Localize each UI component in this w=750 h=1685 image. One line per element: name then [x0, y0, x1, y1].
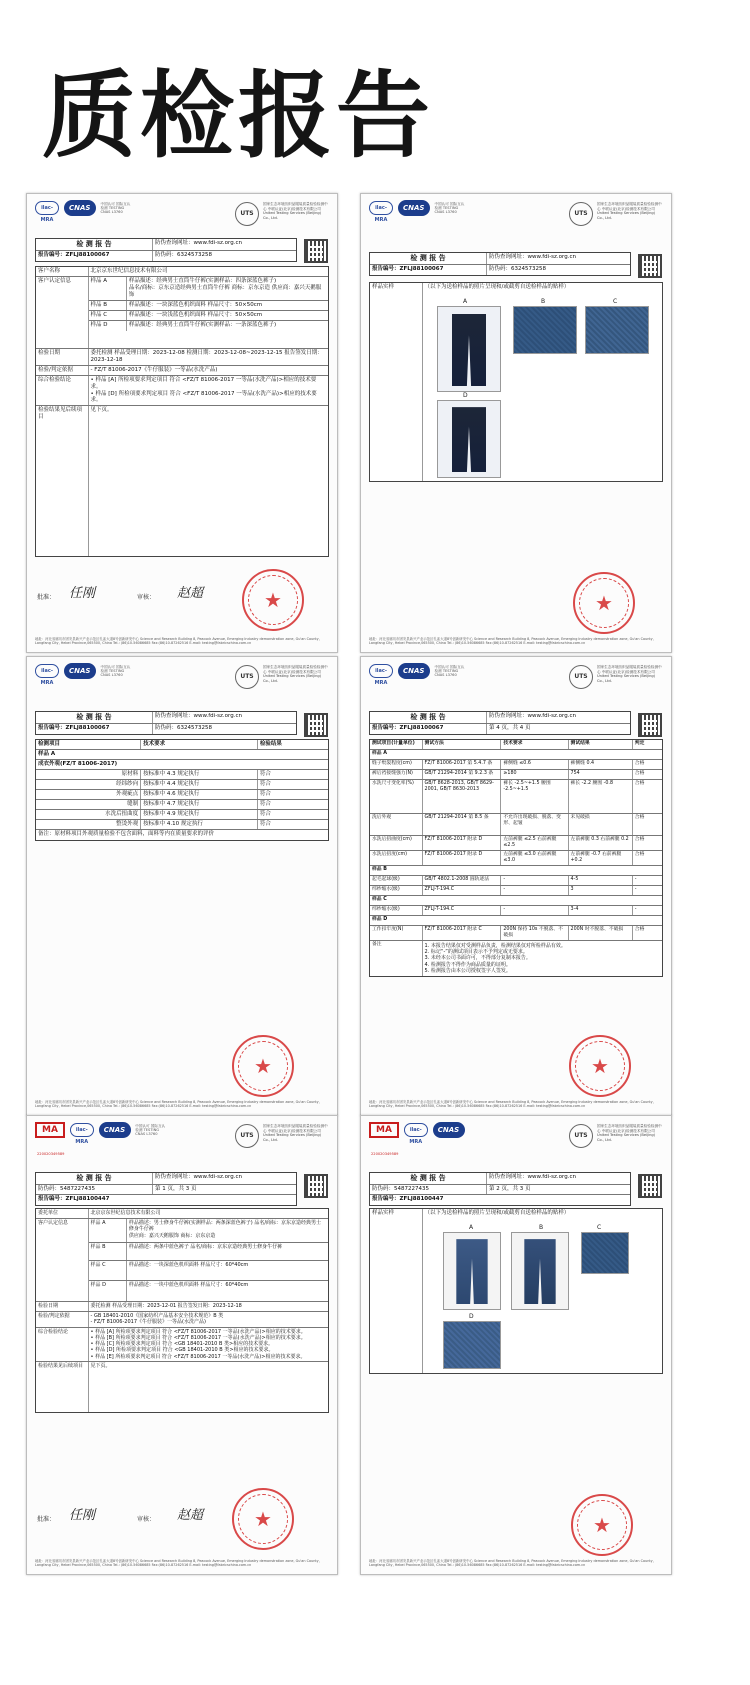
- cell: 合格: [634, 761, 645, 766]
- photo-label: 样品实样: [370, 283, 423, 481]
- section-header: 样品 A: [372, 751, 387, 756]
- testing-mark: 中国认可 国际互认 检测 TESTING CNAS L3760: [434, 664, 465, 678]
- photo-label-c: C: [613, 298, 618, 305]
- approver-label: 批准：: [37, 594, 56, 601]
- sample-c-label: 样品 C: [89, 311, 127, 320]
- org-name: 国家生态环境纺织品服装质量检验检测中心 中联认证(北京)检测技术有限公司 United Testing Services (Beijing) Co., Ltd.: [597, 202, 662, 221]
- cell: GB/T 4802.1-2008 圆轨迹法: [423, 876, 502, 885]
- item-requirement: 按标准中 4.6 规定执行: [141, 790, 258, 799]
- results-table: [35, 739, 329, 841]
- cell: -: [634, 906, 637, 912]
- remark-value: 见下页。: [90, 1362, 111, 1369]
- ma-logo: MA: [35, 1122, 65, 1138]
- cell: 工作扣牢度(N): [370, 926, 423, 940]
- conclusion-line: • 样品 [D] 所检项要求判定项目 符合 <GB 18401-2010 B 类>相应的技术要求。: [90, 1347, 274, 1354]
- item-result: 符合: [259, 821, 271, 827]
- jeans-photo-d: [437, 400, 501, 478]
- photo-label-b: B: [539, 1224, 544, 1231]
- star-icon: ★: [254, 1054, 272, 1078]
- hotline: 防伪查询网址：www.fdi-sz.org.cn: [489, 1174, 576, 1180]
- report-heading: 检 测 报 告: [36, 1173, 153, 1184]
- remark-label: 检验结果见后续项目: [36, 1362, 89, 1412]
- testing-mark: 中国认可 国际互认 检测 TESTING CNAS L3760: [434, 201, 465, 215]
- basis-label: 检验/判定依据: [36, 366, 89, 375]
- cell: 3: [569, 886, 633, 895]
- uts-logo: UTS: [569, 202, 593, 226]
- sample-a-desc: 样品描述：男士修身牛仔裤(实测样品：两条深蓝色裤子) 品名/商标：京东京造经典男士修身牛仔裤: [128, 1220, 322, 1233]
- conclusion-line: • 样品 [A] 所检项要求判定项目 符合 <FZ/T 81006-2017 一等品(水洗产品)>相应的技术要求。: [90, 376, 317, 390]
- sample-a-desc: 样品描述：经典男士直筒牛仔裤(实测样品：四条深蓝色裤子): [128, 278, 277, 284]
- table-row: [370, 780, 662, 814]
- cell: -: [501, 906, 568, 915]
- report-page-4: [360, 656, 672, 1116]
- uts-logo: UTS: [235, 665, 259, 689]
- report-page-1: [26, 193, 338, 653]
- report-title-table: [369, 1172, 631, 1206]
- cell: -: [634, 886, 637, 892]
- testing-mark: 中国认可 国际互认 检测 TESTING CNAS L3760: [100, 201, 131, 215]
- remark-line: 2. 标记“-”的测试项目表示不予判定或无要求。: [424, 949, 528, 956]
- test-date-label: 检验日期: [36, 1302, 89, 1311]
- cell: FZ/T 81006-2017 附录 C: [423, 926, 502, 940]
- cell: 200N 时不脱落、不破损: [569, 926, 633, 940]
- conclusion-line: • 样品 [E] 所检项要求判定项目 符合 <FZ/T 81006-2017 一等品(水洗产品)>相应的技术要求。: [90, 1353, 306, 1360]
- item-name: 整烫外观: [36, 820, 141, 829]
- cell: 裤侧缝 ≤0.6: [501, 760, 568, 769]
- official-seal: [569, 1035, 631, 1097]
- cell: 754: [569, 770, 633, 779]
- cell: 200N 保持 10s 不脱落、不破损: [501, 926, 568, 940]
- cell: GB/T 8628-2013, GB/T 8629-2001, GB/T 8630-2013: [423, 780, 502, 813]
- cell: 水洗后扭曲度(cm): [370, 836, 423, 850]
- qr-code-icon: [304, 713, 328, 737]
- item-name: 原材料: [36, 770, 141, 779]
- cell: 裤侧缝 0.4: [569, 760, 633, 769]
- table-row: [370, 876, 662, 886]
- table-row: [36, 820, 328, 830]
- client-value: 北京京东世纪信息技术有限公司: [90, 268, 168, 274]
- table-row: [36, 790, 328, 800]
- org-name: 国家生态环境纺织品服装质量检验检测中心 中联认证(北京)检测技术有限公司 United Testing Services (Beijing) Co., Ltd.: [263, 665, 328, 684]
- conclusion-label: 综合检验结论: [36, 1328, 89, 1361]
- conclusion-line: • 样品 [C] 所检项要求判定项目 符合 <GB 18401-2010 B 类>相应的技术要求。: [90, 1341, 274, 1347]
- fabric-swatch-c: [581, 1232, 629, 1274]
- photo-label-c: C: [597, 1224, 602, 1231]
- section-header: 样品 D: [372, 916, 388, 922]
- cell: 水洗尺寸变化率(%): [370, 780, 423, 813]
- cell: 缝子纰裂程度(cm): [370, 760, 423, 769]
- test-date-label: 检验日期: [36, 349, 89, 365]
- org-name: 国家生态环境纺织品服装质量检验检测中心 中联认证(北京)检测技术有限公司 United Testing Services (Beijing) Co., Ltd.: [597, 1124, 662, 1143]
- anti-fake-code: 防伪码：5487227435: [36, 1185, 153, 1194]
- report-header: [369, 1122, 663, 1156]
- sample-a-brand: 品名/商标：京东京造经典男士直筒牛仔裤 商标：京东京造 供应商：嘉兴天鹅服饰: [128, 284, 322, 298]
- jeans-photo-a: [437, 306, 501, 392]
- report-heading: 检 测 报 告: [36, 239, 153, 250]
- anti-fake-code: 防伪码：6324573258: [155, 251, 212, 258]
- ilac-logo: ilac-MRA: [35, 664, 59, 678]
- section-header: 样品 C: [372, 896, 387, 902]
- item-name: 经纬纱向: [36, 780, 141, 789]
- qr-code-icon: [638, 254, 662, 278]
- remark-line: 3. 未经本公司书面许可，不得部分复制本报告。: [424, 955, 531, 962]
- official-seal: [573, 572, 635, 634]
- client-value: 北京京东世纪信息技术有限公司: [90, 1210, 161, 1216]
- sample-b-label: 样品 B: [89, 301, 127, 310]
- table-row: [370, 836, 662, 851]
- report-heading: 检 测 报 告: [370, 253, 487, 264]
- hotline: 防伪查询网址：www.fdi-sz.org.cn: [489, 713, 576, 719]
- page-number: 第 1 页，共 3 页: [155, 1185, 197, 1192]
- report-page-5: [26, 1115, 338, 1575]
- cell: 纬纱缩水(级): [370, 906, 423, 915]
- report-header: [35, 1122, 329, 1156]
- hotline: 防伪查询网址：www.fdi-sz.org.cn: [489, 254, 576, 260]
- cell: 裤长 -2.2 腰围 -0.8: [569, 780, 633, 813]
- ilac-logo: ilac-MRA: [369, 664, 393, 678]
- cell: FZ/T 81006-2017 附录 D: [423, 851, 502, 865]
- cell: 合格: [634, 851, 645, 857]
- col-header: 检验结果: [259, 741, 282, 747]
- table-row: [36, 800, 328, 810]
- report-footer: 地址：河北省廊坊市固安县新兴产业示范区孔雀大道8号创新研发中心 Science and Research Building 8, Peacock Avenue, Emerging Industry demonstration zone, Gu'an County, Langfang City, Hebei Province,065500, China Tel.: (86)10-56086685 Fax:(86)10-87262516 E-mail: testing@fabricschina.com.cn: [35, 1099, 320, 1109]
- photo-label-d: D: [463, 392, 468, 399]
- jeans-image: [524, 1239, 555, 1304]
- fabric-swatch-d: [443, 1321, 501, 1369]
- anti-fake-code: 防伪码：6324573258: [489, 265, 546, 272]
- sample-d-desc: 样品描述：经典男士直筒牛仔裤(实测样品：一条深蓝色裤子): [128, 321, 277, 328]
- cnas-logo: CNAS: [64, 663, 96, 679]
- report-footer: 地址：河北省廊坊市固安县新兴产业示范区孔雀大道8号创新研发中心 Science and Research Building 8, Peacock Avenue, Emerging Industry demonstration zone, Gu'an County, Langfang City, Hebei Province,065500, China Tel.: (86)10-56086685 Fax:(86)10-87262516 E-mail: testing@fabricschina.com.cn: [35, 1558, 320, 1568]
- test-date-value: 委托检测 样品受理日期：2023-12-01 报告签发日期：2023-12-18: [90, 1303, 242, 1309]
- report-footer: 地址：河北省廊坊市固安县新兴产业示范区孔雀大道8号创新研发中心 Science and Research Building 8, Peacock Avenue, Emerging Industry demonstration zone, Gu'an County, Langfang City, Hebei Province,065500, China Tel.: (86)10-56086685 Fax:(86)10-87262516 E-mail: testing@fabricschina.com.cn: [369, 636, 654, 646]
- basis-line: - GB 18401-2010《国家纺织产品基本安全技术规范》B 类: [90, 1313, 224, 1319]
- cnas-logo: CNAS: [64, 200, 96, 216]
- qr-code-icon: [304, 1174, 328, 1198]
- cell: 左前裤腿 ≤2.5 右前裤腿 ≤2.5: [501, 836, 568, 850]
- col-header: 测试项目(计量单位): [370, 740, 423, 749]
- photo-note: （以下为送检样品的照片呈现和/或截剪自送检样品的贴样）: [424, 284, 570, 290]
- testing-mark: 中国认可 国际互认 检测 TESTING CNAS L3760: [135, 1123, 166, 1137]
- star-icon: ★: [593, 1513, 611, 1537]
- jeans-image: [452, 314, 487, 386]
- sample-a-label: 样品 A: [89, 277, 127, 300]
- cell: 纬纱缩水(级): [370, 886, 423, 895]
- cell: 未见破损: [569, 814, 633, 835]
- cell: GB/T 21294-2014 第 9.2.3 条: [423, 770, 502, 779]
- item-name: 水洗后扭曲度: [36, 810, 141, 819]
- reviewer-signature: 赵超: [177, 586, 204, 601]
- item-requirement: 按标准中 4.9 规定执行: [141, 810, 258, 819]
- cell: 4-5: [569, 876, 633, 885]
- report-page-6: [360, 1115, 672, 1575]
- report-header: [369, 663, 663, 697]
- uts-logo: UTS: [235, 202, 259, 226]
- reviewer-label: 审核：: [137, 1516, 156, 1523]
- cell: 左前裤腿 ≤3.0 右前裤腿 ≤3.0: [501, 851, 568, 865]
- ma-number: 220020349589: [37, 1152, 65, 1156]
- table-row: [36, 770, 328, 780]
- cell: 裤长 -2.5~+1.5 腰围 -2.5~+1.5: [501, 780, 568, 813]
- hotline: 防伪查询网址：www.fdi-sz.org.cn: [155, 240, 242, 246]
- table-row: [36, 810, 328, 820]
- sample-d-label: 样品 D: [89, 1281, 127, 1301]
- col-header: 测试方法: [423, 740, 502, 749]
- remark-value: 见下页。: [90, 407, 113, 414]
- item-result: 符合: [259, 801, 271, 807]
- report-number: 报告编号：ZFLJ88100067: [370, 265, 487, 275]
- col-header: 技术要求: [501, 740, 568, 749]
- org-name: 国家生态环境纺织品服装质量检验检测中心 中联认证(北京)检测技术有限公司 United Testing Services (Beijing) Co., Ltd.: [597, 665, 662, 684]
- cell: 合格: [634, 926, 645, 932]
- uts-logo: UTS: [569, 665, 593, 689]
- sample-c-desc: 样品描述：一块浅蓝色机织面料 样品尺寸：50×50cm: [128, 311, 263, 318]
- ilac-logo: ilac-MRA: [70, 1123, 94, 1137]
- reviewer-label: 审核：: [137, 594, 156, 601]
- report-number: 报告编号：ZFLJ88100447: [38, 1195, 110, 1202]
- photo-label-a: A: [469, 1224, 474, 1231]
- cnas-logo: CNAS: [398, 663, 430, 679]
- approver-signature: 任刚: [69, 586, 96, 601]
- table-row: [370, 906, 662, 916]
- conclusion-label: 综合检验结论: [36, 376, 89, 406]
- jeans-photo-a: [443, 1232, 501, 1310]
- report-number: 报告编号：ZFLJ88100067: [370, 724, 487, 734]
- cell: 左前裤腿 0.3 右前裤腿 0.2: [569, 836, 633, 850]
- qr-code-icon: [638, 713, 662, 737]
- report-heading: 检 测 报 告: [36, 712, 153, 723]
- sample-label: 客户认定信息: [36, 277, 89, 348]
- cell: 裤后裆接缝强力(N): [370, 770, 423, 779]
- ilac-logo: ilac-MRA: [369, 201, 393, 215]
- photo-label-b: B: [541, 298, 546, 305]
- table-row: [370, 760, 662, 770]
- page-title: 质检报告: [42, 62, 435, 171]
- approver-signature: 任刚: [69, 1508, 96, 1523]
- basis-label: 检验/判定依据: [36, 1312, 89, 1327]
- cell: 水洗后扭度(cm): [370, 851, 423, 865]
- cnas-logo: CNAS: [99, 1122, 131, 1138]
- cell: 合格: [634, 771, 645, 776]
- cell: ZFLJ-T-194.C: [423, 886, 502, 895]
- item-requirement: 按标准中 4.3 规定执行: [141, 770, 258, 779]
- cell: 3-4: [569, 906, 633, 915]
- table-row: [370, 814, 662, 836]
- sample-d-label: 样品 D: [89, 321, 127, 331]
- item-result: 符合: [259, 811, 271, 817]
- report-number: 报告编号：ZFLJ88100067: [36, 724, 153, 734]
- official-seal: [232, 1488, 294, 1550]
- cnas-logo: CNAS: [433, 1122, 465, 1138]
- cell: 合格: [634, 815, 645, 820]
- cell: 合格: [634, 781, 645, 786]
- remark-label: 检验结果见后续项目: [36, 406, 89, 556]
- qr-code-icon: [638, 1174, 662, 1198]
- remark-line: 5. 检测报告由本公司授权签字人签发。: [424, 967, 511, 974]
- ma-number: 220020349589: [371, 1152, 399, 1156]
- photo-label-a: A: [463, 298, 468, 305]
- item-name: 缝制: [36, 800, 141, 809]
- cell: 起毛起球(级): [370, 876, 423, 885]
- item-result: 符合: [259, 771, 271, 777]
- cell: 洗后外观: [370, 814, 423, 835]
- official-seal: [232, 1035, 294, 1097]
- ilac-logo: ilac-MRA: [404, 1123, 428, 1137]
- jeans-image: [456, 1239, 487, 1304]
- item-requirement: 按标准中 4.7 规定执行: [141, 800, 258, 809]
- cell: 合格: [634, 837, 645, 842]
- report-heading: 检 测 报 告: [370, 1173, 487, 1184]
- report-number: 报告编号：ZFLJ88100447: [372, 1195, 444, 1202]
- conclusion-line: • 样品 [B] 所检项要求判定项目 符合 <FZ/T 81006-2017 一等品(水洗产品)>相应的技术要求。: [90, 1334, 306, 1341]
- cell: -: [501, 886, 568, 895]
- results-table: [369, 739, 663, 977]
- section-header: 样品 A: [38, 751, 56, 757]
- col-header: 技术要求: [141, 740, 258, 749]
- star-icon: ★: [595, 591, 613, 615]
- star-icon: ★: [591, 1054, 609, 1078]
- anti-fake-code: 防伪码：6324573258: [155, 724, 212, 731]
- photo-note: （以下为送检样品的照片呈现和/或截剪自送检样品的贴样）: [424, 1210, 570, 1216]
- col-header: 检测项目: [36, 740, 141, 749]
- photo-label-d: D: [469, 1313, 474, 1320]
- report-body-table: [35, 266, 329, 557]
- sample-a-label: 样品 A: [89, 1219, 127, 1242]
- table-row: [370, 926, 662, 941]
- conclusion-line: • 样品 [A] 所检项要求判定项目 符合 <FZ/T 81006-2017 一等品(水洗产品)>相应的技术要求。: [90, 1328, 306, 1335]
- col-header: 测试结果: [569, 740, 633, 749]
- official-seal: [571, 1494, 633, 1556]
- col-header: 判定: [634, 741, 645, 746]
- page-number: 第 4 页，共 4 页: [489, 724, 531, 731]
- uts-logo: UTS: [235, 1124, 259, 1148]
- sample-c-desc: 样品描述：一块深蓝色机织面料 样品尺寸：60*40cm: [128, 1262, 249, 1268]
- anti-fake-code: 防伪码：5487227435: [370, 1185, 487, 1194]
- basis-line: - FZ/T 81006-2017《牛仔服装》一等品(水洗产品): [90, 1319, 206, 1326]
- cnas-logo: CNAS: [398, 200, 430, 216]
- remark-line: 4. 检测报告不得作为商品质量的证明。: [424, 961, 511, 968]
- report-title-table: [369, 711, 631, 735]
- sample-b-desc: 样品描述：一块深蓝色机织面料 样品尺寸：50×50cm: [128, 301, 263, 308]
- page-number: 第 2 页，共 3 页: [489, 1185, 531, 1192]
- org-name: 国家生态环境纺织品服装质量检验检测中心 中联认证(北京)检测技术有限公司 United Testing Services (Beijing) Co., Ltd.: [263, 202, 328, 221]
- approver-label: 批准：: [37, 1516, 56, 1523]
- report-footer: 地址：河北省廊坊市固安县新兴产业示范区孔雀大道8号创新研发中心 Science and Research Building 8, Peacock Avenue, Emerging Industry demonstration zone, Gu'an County, Langfang City, Hebei Province,065500, China Tel.: (86)10-56086685 Fax:(86)10-87262516 E-mail: testing@fabricschina.com.cn: [35, 636, 320, 646]
- table-row: [370, 851, 662, 866]
- report-title-table: [35, 711, 297, 735]
- report-header: [369, 200, 663, 234]
- fabric-swatch-b: [513, 306, 577, 354]
- sample-b-label: 样品 B: [89, 1243, 127, 1260]
- testing-mark: 中国认可 国际互认 检测 TESTING CNAS L3760: [100, 664, 131, 678]
- cell: 不允许出现破损、脱落、变形、起皱: [501, 814, 568, 835]
- report-heading: 检 测 报 告: [370, 712, 487, 723]
- sample-b-desc: 样品描述：两条中蓝色裤子 品名/商标：京东京造经典男士修身牛仔裤: [128, 1244, 283, 1250]
- item-requirement: 按标准中 4.10 规定执行: [141, 820, 258, 829]
- photo-label: 样品实样: [370, 1209, 423, 1373]
- table-note: 备注：原材料项目外观质量检验不包含面料，面料等内在质量要求的评价: [38, 831, 215, 837]
- cell: ≥180: [501, 770, 568, 779]
- official-seal: [242, 569, 304, 631]
- jeans-photo-b: [511, 1232, 569, 1310]
- table-row: [370, 770, 662, 780]
- remark-line: 1. 本报告结果仅对受测样品负责，检测结果仅对所检样品有效。: [424, 942, 566, 949]
- report-title-table: [369, 252, 631, 276]
- fabric-swatch-c: [585, 306, 649, 354]
- cell: 左前裤腿 -0.7 右前裤腿 +0.2: [569, 851, 633, 865]
- cell: -: [634, 876, 637, 882]
- section-header: 样品 B: [372, 866, 387, 872]
- report-page-2: [360, 193, 672, 653]
- ma-logo: MA: [369, 1122, 399, 1138]
- jeans-image: [452, 407, 487, 472]
- cell: FZ/T 81006-2017 附录 D: [423, 836, 502, 850]
- uts-logo: UTS: [569, 1124, 593, 1148]
- report-footer: 地址：河北省廊坊市固安县新兴产业示范区孔雀大道8号创新研发中心 Science and Research Building 8, Peacock Avenue, Emerging Industry demonstration zone, Gu'an County, Langfang City, Hebei Province,065500, China Tel.: (86)10-56086685 Fax:(86)10-87262516 E-mail: testing@fabricschina.com.cn: [369, 1099, 654, 1109]
- org-name: 国家生态环境纺织品服装质量检验检测中心 中联认证(北京)检测技术有限公司 United Testing Services (Beijing) Co., Ltd.: [263, 1124, 328, 1143]
- sample-label: 客户认定信息: [36, 1219, 89, 1301]
- item-result: 符合: [259, 791, 271, 797]
- report-number: 报告编号：ZFLJ88100067: [36, 251, 153, 261]
- star-icon: ★: [264, 588, 282, 612]
- standard-header: 成衣外观(FZ/T 81006-2017): [38, 761, 118, 767]
- report-header: [35, 663, 329, 697]
- client-label: 客户名称: [36, 267, 89, 276]
- test-date-value: 委托检测 样品受理日期：2023-12-08 检测日期：2023-12-08~2023-12-15 报告签发日期：2023-12-18: [90, 350, 323, 363]
- star-icon: ★: [254, 1507, 272, 1531]
- cell: GB/T 21294-2014 第 8.5 条: [423, 814, 502, 835]
- table-row: [370, 886, 662, 896]
- cell: FZ/T 81006-2017 第 5.4.7 条: [423, 760, 502, 769]
- hotline: 防伪查询网址：www.fdi-sz.org.cn: [155, 713, 242, 719]
- ilac-logo: ilac-MRA: [35, 201, 59, 215]
- reviewer-signature: 赵超: [177, 1508, 204, 1523]
- report-footer: 地址：河北省廊坊市固安县新兴产业示范区孔雀大道8号创新研发中心 Science and Research Building 8, Peacock Avenue, Emerging Industry demonstration zone, Gu'an County, Langfang City, Hebei Province,065500, China Tel.: (86)10-56086685 Fax:(86)10-87262516 E-mail: testing@fabricschina.com.cn: [369, 1558, 654, 1568]
- cell: -: [501, 876, 568, 885]
- conclusion-line: • 样品 [D] 所检项要求判定项目 符合 <FZ/T 81006-2017 一等品(水洗产品)>相应的技术要求。: [90, 390, 317, 404]
- basis-value: - FZ/T 81006-2017《牛仔服装》一等品(水洗产品): [90, 366, 218, 373]
- item-name: 外观疵点: [36, 790, 141, 799]
- cell: ZFLJ-T-194.C: [423, 906, 502, 915]
- qr-code-icon: [304, 239, 328, 263]
- report-body-table: [35, 1208, 329, 1413]
- sample-a-extra: 供应商：嘉兴天鹅服饰 商标：京东京造: [128, 1232, 216, 1239]
- client-label: 委托单位: [36, 1209, 89, 1218]
- report-title-table: [35, 1172, 297, 1206]
- sample-d-desc: 样品描述：一块中蓝色机织面料 样品尺寸：60*40cm: [128, 1282, 249, 1288]
- report-title-table: [35, 238, 297, 262]
- report-page-3: [26, 656, 338, 1116]
- table-row: [36, 780, 328, 790]
- report-header: [35, 200, 329, 234]
- item-result: 符合: [259, 781, 271, 787]
- remark-label: 备注: [370, 941, 423, 976]
- sample-c-label: 样品 C: [89, 1261, 127, 1280]
- hotline: 防伪查询网址：www.fdi-sz.org.cn: [155, 1174, 242, 1180]
- item-requirement: 按标准中 4.4 规定执行: [141, 780, 258, 789]
